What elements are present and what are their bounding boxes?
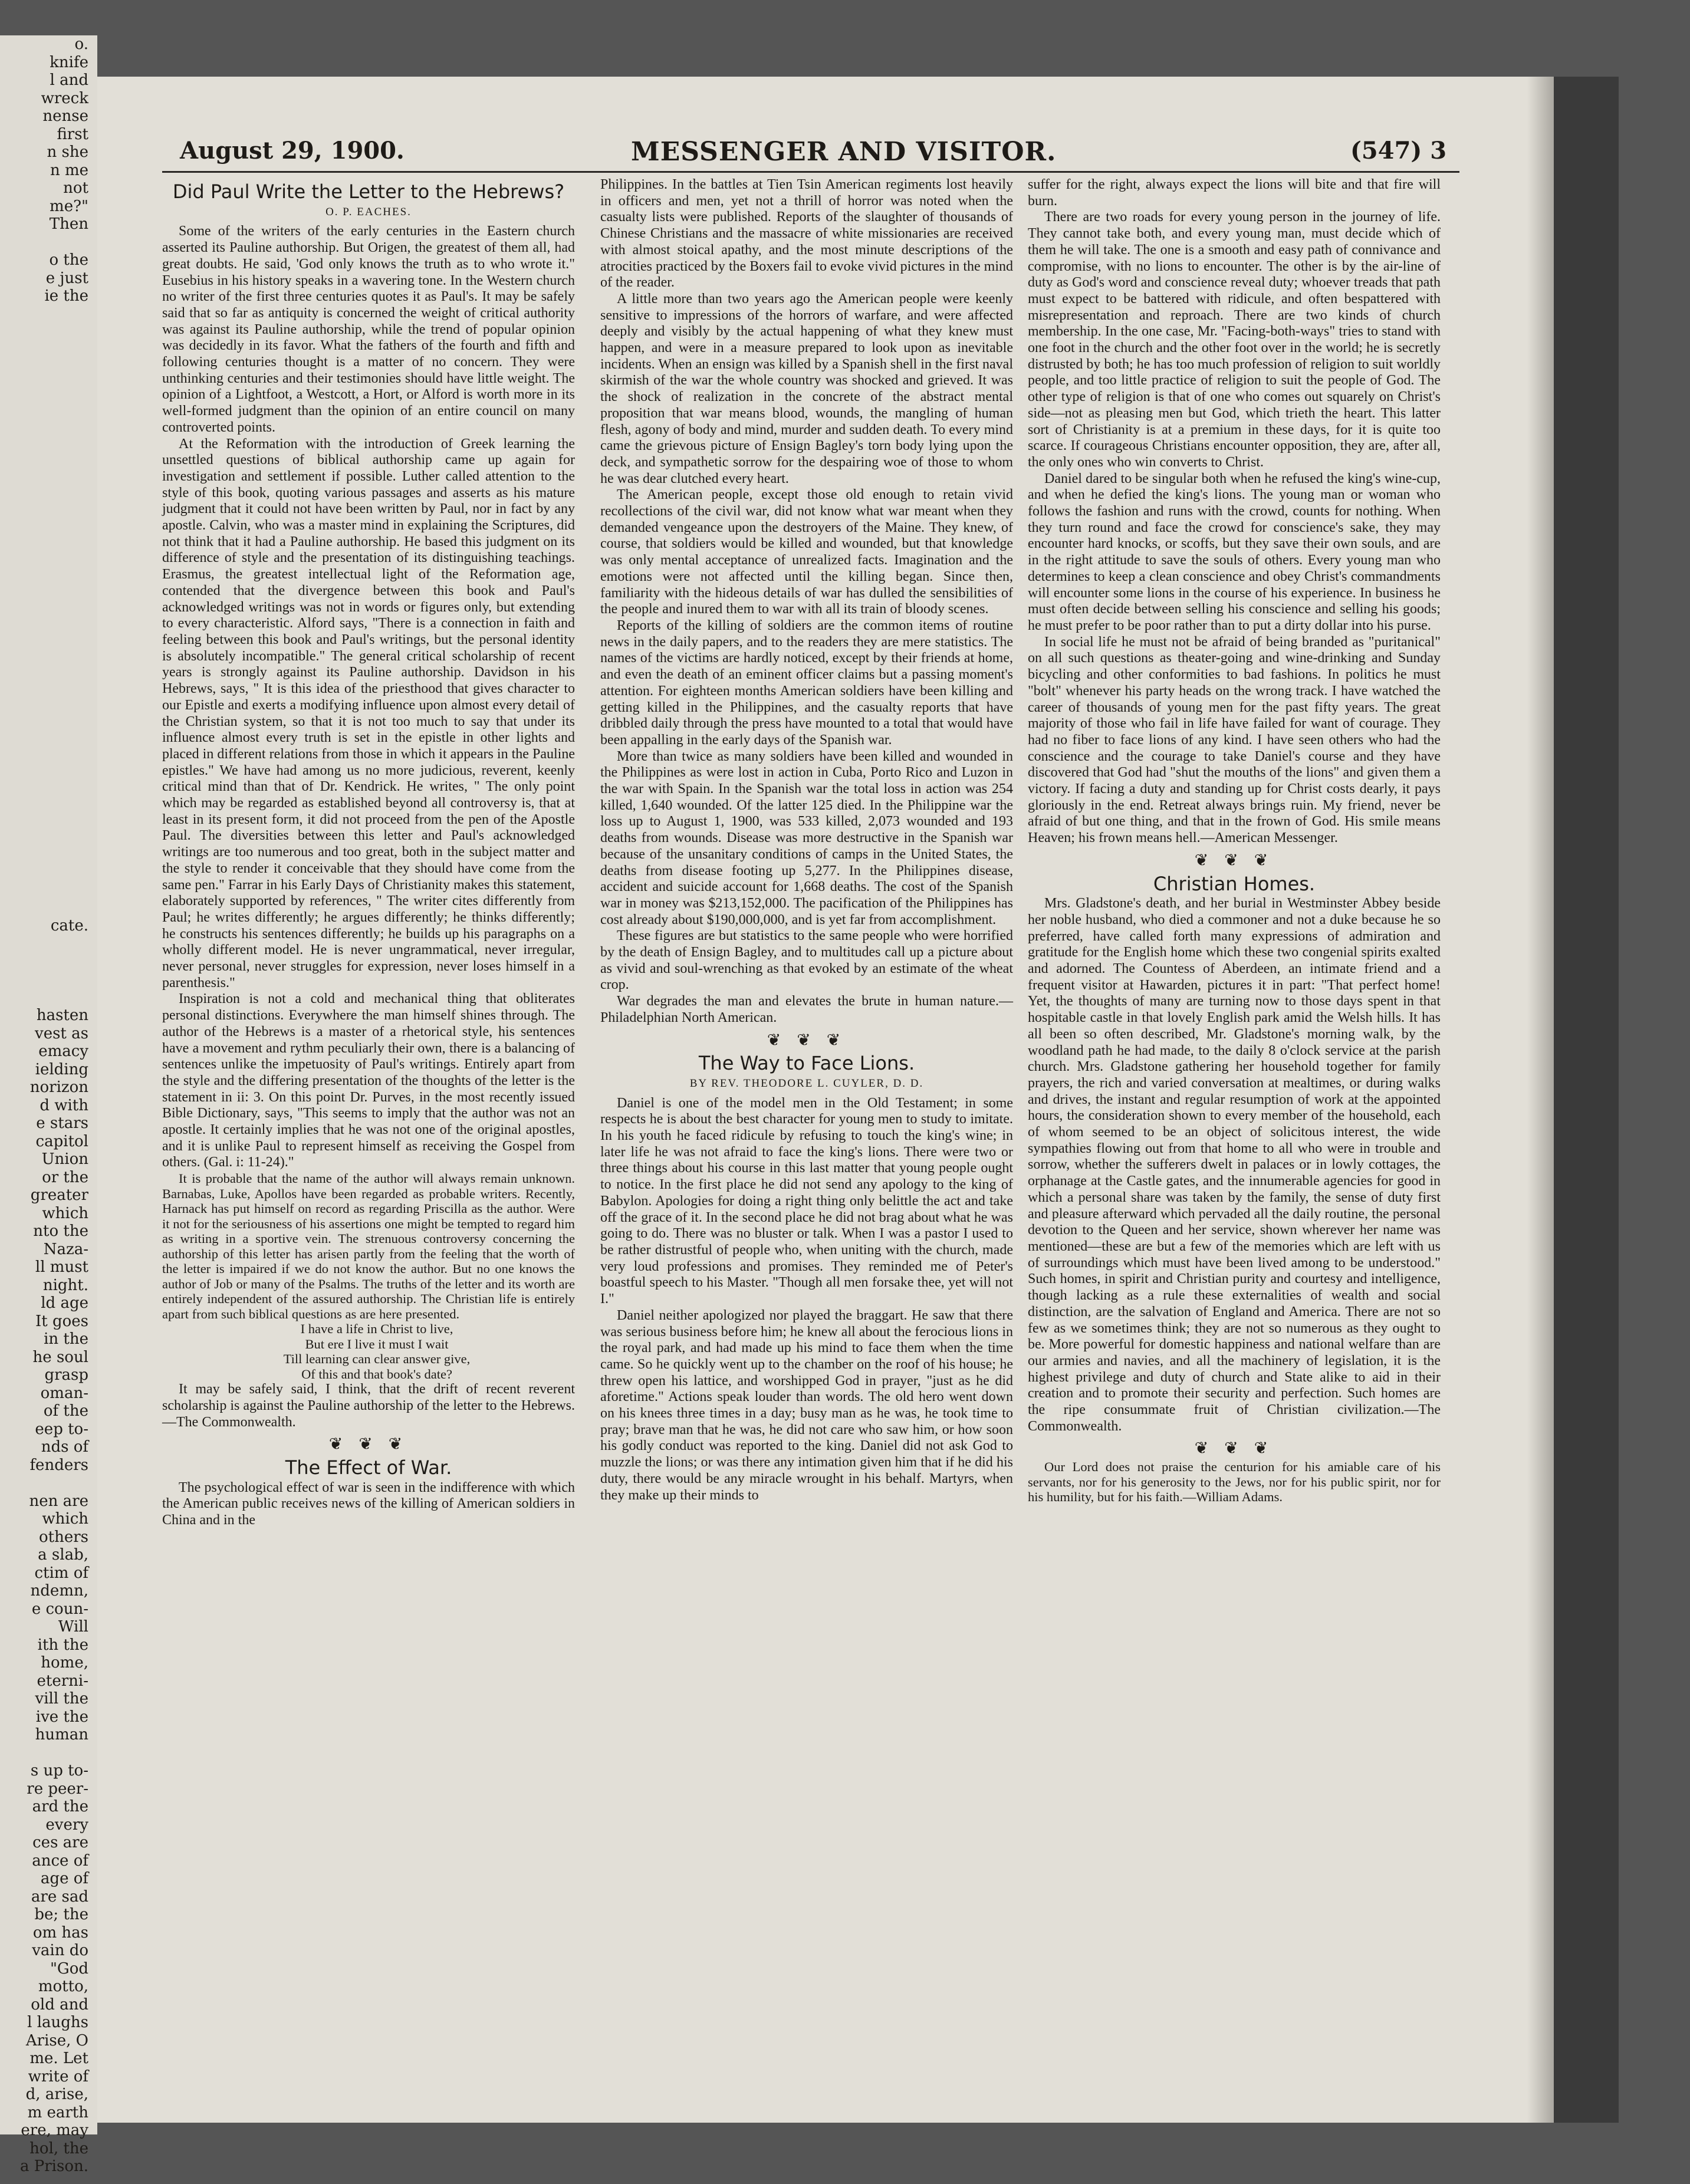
- masthead: MESSENGER AND VISITOR.: [631, 137, 1057, 167]
- facing-page-text-fragment: motto,: [38, 1978, 88, 1995]
- facing-page-text-fragment: ere, may: [21, 2121, 88, 2139]
- facing-page-text-fragment: [0, 593, 88, 611]
- facing-page-text-fragment: ll must: [35, 1258, 88, 1276]
- facing-page-text-fragment: [0, 935, 88, 953]
- facing-page-text-fragment: me?": [50, 197, 88, 215]
- article-title-effect-of-war: The Effect of War.: [285, 1456, 452, 1479]
- paragraph: More than twice as many soldiers have been killed and wounded in the Philippines as were lost in action in Cuba, Porto Rico and Luzon in the war with Spain. In the Spanish war the total loss in action was 254 killed, 1,640 wounded. Of the latter 125 died. In the Philippine war the loss up to August 1, 1900, was 533 killed, 2,073 wounded and 193 deaths from wounds. Disease was more destructive in the Spanish war because of the unsanitary conditions of camps in the United States, the deaths from disease footing up 5,277. In the Philippines disease, accident and suicide account for 1,668 deaths. The cost of the Spanish war in money was $213,152,000. The pacification of the Philippines has cost already about $190,000,000, and is yet far from accomplishment.: [600, 748, 1013, 927]
- facing-page-text-fragment: ith the: [37, 1636, 88, 1654]
- facing-page-text-fragment: age of: [40, 1870, 88, 1887]
- facing-page-text-fragment: [0, 377, 88, 396]
- facing-page-text-fragment: e coun-: [31, 1600, 88, 1618]
- facing-page-text-fragment: in the: [44, 1330, 88, 1348]
- verse-line: I have a life in Christ to live,: [300, 1321, 453, 1337]
- facing-page-text-fragment: knife: [50, 53, 88, 71]
- facing-page-text-fragment: [0, 305, 88, 324]
- verse-line: But ere I live it must I wait: [305, 1336, 449, 1351]
- facing-page-text-fragment: fenders: [29, 1456, 88, 1474]
- paragraph: Some of the writers of the early centuries in the Eastern church asserted its Pauline authorship. But Origen, the greatest of them all, had great doubts. He said, 'God only knows the truth as to who wrote it." Eusebius in his history speaks in a wavering tone. In the Western church no writer of the first three centuries quotes it as Paul's. It may be safely said that so far as antiquity is concerned the weight of critical authority was against its Pauline authorship, while the trend of popular opinion was decidedly in its favor. What the fathers of the fourth and fifth and following centuries thought is a matter of no concern. They were unthinking centuries and their testimonies should have little weight. The opinion of a Lightfoot, a Westcott, a Hort, or Alford is worth more in its well-formed judgment than the opinion of an entire council on many controverted points.: [162, 223, 575, 435]
- facing-page-text-fragment: o the: [49, 251, 88, 269]
- column-2: [600, 177, 1013, 1504]
- facing-page-text-fragment: hasten: [36, 1007, 88, 1024]
- facing-page-text-fragment: [0, 521, 88, 540]
- paragraph: At the Reformation with the introduction of Greek learning the unsettled questions of biblical authorship came up again for investigation and settlement if possible. Luther called attention to the style of this book, quoting various passages and asserts as his mature judgment that it could not have been written by Paul, nor in fact by any apostle. Calvin, who was a master mind in explaining the Scriptures, did not think that it had a Pauline authorship. He based this judgment on its difference of style and the presentation of its distinguishing teachings. Erasmus, the greatest intellectual light of the Reformation age, contended that the divergence between this book and Paul's acknowledged writings was not in words or figures only, but extending to every characteristic. Alford says, "There is a connection in faith and feeling between this book and Paul's writings, but the personal identity is absolutely incompatible." The general critical scholarship of recent years is strongly against its Pauline authorship. Davidson in his Hebrews, says, " It is this idea of the priesthood that gives character to our Epistle and exerts a modifying influence upon almost every detail of the Christian system, so that it is not too much to say that under its influence almost every truth is set in the epistle in other lights and placed in different relations from those in which it appears in the Pauline epistles." We have had among us no more judicious, reverent, keenly critical mind than that of Dr. Kendrick. He writes, " The only point which may be regarded as established beyond all controversy is, that at least in its present form, it did not proceed from the pen of the Apostle Paul. The diversities between this letter and Paul's acknowledged writings are too numerous and too great, both in the subject matter and the style to render it conceivable that they should have come from the same pen." Farrar in his Early Days of Christianity makes this statement, elaborately supported by references, " The writer cites differently from Paul; he writes differently; he argues differently; he thinks differently; he constructs his sentences differently; he builds up his paragraphs on a wholly different model. He is never ungrammatical, never irregular, never personal, never struggles for expression, never loses himself in a parenthesis.": [162, 436, 575, 991]
- facing-page-text-fragment: ndemn,: [30, 1582, 88, 1600]
- paragraph: Philippines. In the battles at Tien Tsin American regiments lost heavily in officers and men, yet not a thrill of horror was noted when the casualty lists were published. Reports of the slaughter of thousands of Chinese Christians and the massacre of white missionaries are received with almost stoical apathy, and the most minute descriptions of the atrocities practiced by the Boxers fail to evoke vivid pictures in the mind of the reader.: [600, 177, 1013, 291]
- paragraph: A little more than two years ago the American people were keenly sensitive to impressions of the horrors of warfare, and were affected deeply and visibly by the actual happening of what they knew must happen, and were in a measure prepared to look upon as inevitable incidents. When an ensign was killed by a Spanish shell in the first naval skirmish of the war the whole country was shocked and grieved. It was the shock of realization in the concrete of the abstract mental proposition that war means blood, wounds, the mangling of human flesh, agony of body and mind, murder and sudden death. To every mind came the grievous picture of Ensign Bagley's torn body lying upon the deck, and sympathetic sorrow for the despairing woe of those to whom he was dear clutched every heart.: [600, 291, 1013, 486]
- paragraph: In social life he must not be afraid of being branded as "puritanical" on all such questions as theater-going and wine-drinking and Sunday bicycling and other conformities to bad fashions. In politics he must "bolt" whenever his party heads on the wrong track. I have watched the career of thousands of young men for the past fifty years. The great majority of those who fail in life have failed for want of courage. They had no fiber to face lions of any kind. I have seen others who had the conscience and the courage to take Daniel's course and they have discovered that God had "shut the mouths of the lions" and given them a victory. If facing a duty and standing up for Christ costs dearly, it pays gloriously in the end. Retreat always brings ruin. My friend, never be afraid of but one thing, and that in the frown of God. His smile means Heaven; his frown means hell.—American Messenger.: [1028, 634, 1441, 846]
- facing-page-text-fragment: [0, 1474, 88, 1492]
- section-ornament: ❦ ❦ ❦: [1194, 851, 1274, 870]
- facing-page-text-fragment: nen are: [29, 1492, 88, 1510]
- facing-page-text-fragment: l and: [50, 71, 88, 89]
- paragraph: Daniel is one of the model men in the Old Testament; in some respects he is about the best character for young men to study to imitate. In his youth he faced ridicule by refusing to touch the king's wine; in later life he was not afraid to face the king's lions. There were two or three things about his course in this last matter that young people ought to notice. In the first place he did not send any apology to the king of Babylon. Apologies for doing a right thing only belittle the act and take off the grace of it. In the second place he did not brag about what he was going to do. There was no bluster or talk. When I was a pastor I used to be rather distrustful of people who, when uniting with the church, made very loud professions and promises. They reminded me of Peter's boastful speech to his Master. "Though all men forsake thee, yet will not I.": [600, 1095, 1013, 1307]
- facing-page-text-fragment: vest as: [35, 1024, 88, 1042]
- facing-page-text-fragment: hol, the: [29, 2139, 88, 2157]
- facing-page-text-fragment: which: [42, 1204, 88, 1222]
- facing-page-text-fragment: [0, 701, 88, 719]
- facing-page-text-fragment: which: [42, 1510, 88, 1528]
- facing-page-text-fragment: [0, 971, 88, 989]
- facing-page-text-fragment: [0, 233, 88, 252]
- facing-page-text-fragment: [0, 467, 88, 485]
- page-number: (547) 3: [1350, 137, 1447, 165]
- facing-page-text-fragment: Will: [58, 1618, 88, 1636]
- facing-page-text-fragment: [0, 611, 88, 629]
- facing-page-text-fragment: first: [57, 125, 88, 143]
- facing-page-text-fragment: or the: [42, 1168, 88, 1186]
- article-byline: O. P. EACHES.: [325, 205, 412, 218]
- facing-page-text-fragment: home,: [41, 1654, 88, 1672]
- paragraph: The psychological effect of war is seen in the indifference with which the American public receives news of the killing of American soldiers in China and in the: [162, 1479, 575, 1528]
- facing-page-text-fragment: s up to-: [30, 1762, 88, 1780]
- section-ornament: ❦ ❦ ❦: [1194, 1439, 1274, 1458]
- facing-page-text-fragment: [0, 791, 88, 809]
- facing-page-text-fragment: nense: [42, 107, 88, 125]
- paragraph: suffer for the right, always expect the lions will bite and that fire will burn.: [1028, 177, 1441, 209]
- facing-page-text-fragment: [0, 395, 88, 413]
- facing-page-text-fragment: om has: [32, 1923, 88, 1942]
- facing-page-text-fragment: [0, 341, 88, 360]
- facing-page-text-fragment: [0, 629, 88, 647]
- facing-page-text-fragment: [0, 575, 88, 593]
- facing-page-text-fragment: [0, 683, 88, 701]
- article-title-hebrews: Did Paul Write the Letter to the Hebrews?: [172, 180, 565, 203]
- facing-page-text-fragment: [0, 989, 88, 1007]
- facing-page-text-fragment: nto the: [33, 1222, 88, 1240]
- facing-page-text-fragment: [0, 485, 88, 504]
- facing-page-text-fragment: of the: [43, 1402, 88, 1420]
- facing-page-text-fragment: nds of: [41, 1438, 88, 1456]
- facing-page-text-fragment: [0, 539, 88, 557]
- article-byline: BY REV. THEODORE L. CUYLER, D. D.: [689, 1077, 924, 1090]
- facing-page-text-fragment: [0, 503, 88, 521]
- facing-page-text-fragment: [0, 827, 88, 845]
- facing-page-fragment: [0, 35, 97, 2175]
- facing-page-text-fragment: Then: [49, 215, 88, 233]
- facing-page-text-fragment: [0, 899, 88, 917]
- facing-page-text-fragment: ces are: [32, 1834, 88, 1851]
- facing-page-text-fragment: l laughs: [27, 2014, 88, 2031]
- facing-page-text-fragment: vain do: [32, 1942, 88, 1959]
- facing-page-text-fragment: [0, 557, 88, 575]
- article-title-lions: The Way to Face Lions.: [698, 1052, 915, 1075]
- facing-page-text-fragment: norizon: [29, 1078, 88, 1096]
- facing-page-text-fragment: n she: [47, 143, 88, 161]
- header-rule: [162, 171, 1459, 173]
- paragraph: War degrades the man and elevates the brute in human nature.—Philadelphian North American.: [600, 994, 1013, 1025]
- facing-page-text-fragment: grasp: [44, 1366, 88, 1384]
- facing-page-text-fragment: n me: [50, 161, 88, 179]
- paragraph: Our Lord does not praise the centurion for his amiable care of his servants, nor for his generosity to the Jews, nor for his public spirit, nor for his humility, but for his faith.—William Adams.: [1028, 1459, 1441, 1505]
- facing-page-text-fragment: night.: [42, 1276, 88, 1294]
- paragraph: Reports of the killing of soldiers are the common items of routine news in the daily papers, and to the readers they are mere statistics. The names of the victims are hardly noticed, except by their friends at home, and even the death of an eminent officer claims but a passing moment's attention. For eighteen months American soldiers have been killing and getting killed in the Philippines, and the casualty reports that have dribbled daily through the press have mounted to a total that would have been appalling in the early days of the Spanish war.: [600, 617, 1013, 748]
- section-ornament: ❦ ❦ ❦: [328, 1435, 409, 1454]
- facing-page-text-fragment: [0, 1744, 88, 1762]
- section-ornament: ❦ ❦ ❦: [767, 1031, 847, 1050]
- facing-page-text-fragment: me. Let: [29, 2050, 88, 2067]
- verse-line: Of this and that book's date?: [301, 1366, 452, 1382]
- facing-page-text-fragment: [0, 413, 88, 432]
- facing-page-text-fragment: oman-: [40, 1384, 88, 1402]
- facing-page-text-fragment: re peer-: [27, 1780, 88, 1798]
- facing-page-text-fragment: a Prison.: [19, 2157, 88, 2175]
- facing-page-text-fragment: Naza-: [43, 1240, 88, 1258]
- facing-page-text-fragment: be; the: [34, 1906, 88, 1923]
- facing-page-text-fragment: [0, 323, 88, 341]
- facing-page-text-fragment: d, arise,: [25, 2086, 88, 2103]
- facing-page-text-fragment: ld age: [41, 1294, 88, 1312]
- facing-page-text-fragment: ard the: [32, 1798, 88, 1815]
- facing-page-text-fragment: [0, 719, 88, 737]
- page-edge-shadow: [1527, 77, 1554, 2123]
- facing-page-text-fragment: [0, 449, 88, 468]
- facing-page-text-fragment: human: [35, 1726, 88, 1744]
- facing-page-text-fragment: vill the: [35, 1690, 88, 1708]
- facing-page-text-fragment: [0, 431, 88, 449]
- facing-page-text-fragment: e just: [45, 269, 88, 287]
- facing-page-text-fragment: d with: [40, 1096, 88, 1114]
- binding-edge: [1554, 77, 1619, 2123]
- facing-page-text-fragment: ie the: [44, 287, 88, 305]
- facing-page-text-fragment: others: [38, 1528, 88, 1546]
- facing-page-text-fragment: eep to-: [35, 1420, 88, 1438]
- facing-page-text-fragment: he soul: [32, 1348, 88, 1366]
- paragraph: It is probable that the name of the author will always remain unknown. Barnabas, Luke, Apollos have been regarded as probable writers. Recently, Harnack has put himself on record as regarding Priscilla as the author. Were it not for the seriousness of his assertions one might be tempted to regard him as writing in a sportive vein. The strenuous controversy concerning the authorship of this letter has arisen partly from the feeling that the worth of the letter is impaired if we do not know the author. But no one knows the author of Job or many of the Psalms. The truths of the letter and its worth are entirely independent of the assured authorship. The Christian life is entirely apart from such biblical questions as are here presented.: [162, 1171, 575, 1321]
- facing-page-text-fragment: "God: [50, 1959, 88, 1978]
- facing-page-text-fragment: ctim of: [34, 1564, 88, 1582]
- paragraph: Inspiration is not a cold and mechanical thing that obliterates personal distinctions. Everywhere the man himself shines through. The author of the Hebrews is a master of a rhetorical style, his sentences have a movement and rythm peculiarly their own, there is a balancing of sentences unlike the impetuosity of Paul's writings. Entirely apart from the style and the differing presentation of the thoughts of the letter is the statement in ii: 3. On this point Dr. Purves, in the most recently issued Bible Dictionary, says, "This seems to imply that the author was not an apostle. It certainly implies that he was not one of the original apostles, and it is unlike Paul to represent himself as receiving the Gospel from others. (Gal. i: 11-24).": [162, 991, 575, 1170]
- facing-page-text-fragment: [0, 359, 88, 377]
- column-1: [162, 177, 575, 1529]
- paragraph: It may be safely said, I think, that the drift of recent reverent scholarship is against the Pauline authorship of the letter to the Hebrews.—The Commonwealth.: [162, 1382, 575, 1430]
- paragraph: There are two roads for every young person in the journey of life. They cannot take both, and every young man, must decide which of them he will take. The one is a smooth and easy path of connivance and compromise, with no lions to encounter. The other is by the air-line of duty as God's word and conscience reveal duty; whoever treads that path must expect to be battered with ridicule, and often bespattered with misrepresentation and reproach. There are two kinds of church membership. In the one case, Mr. "Facing-both-ways" tries to stand with one foot in the church and the other foot over in the world; he is secretly distrusted by both; he has too much profession of religion to suit worldly people, and too little practice of religion to suit the people of God. The other type of religion is that of one who comes out squarely on Christ's side—not as pleasing men but God, which trieth the heart. This latter sort of Christianity is at a premium in these days, for it is quite too scarce. If courageous Christians encounter opposition, they are, after all, the only ones who win converts to Christ.: [1028, 209, 1441, 470]
- facing-page-text-fragment: [0, 773, 88, 791]
- facing-page-text-fragment: [0, 647, 88, 665]
- facing-page-text-fragment: [0, 737, 88, 755]
- article-title-christian-homes: Christian Homes.: [1153, 872, 1316, 895]
- paragraph: These figures are but statistics to the same people who were horrified by the death of Ensign Bagley, and to multitudes call up a picture about as vivid and soul-wrenching as that evoked by an estimate of the wheat crop.: [600, 928, 1013, 993]
- facing-page-text-fragment: [0, 755, 88, 773]
- facing-page-text-fragment: o.: [74, 35, 88, 53]
- paragraph: Daniel neither apologized nor played the braggart. He saw that there was serious business before him; he knew all about the ferocious lions in the royal park, and had made up his mind to face them when the time came. So he quickly went up to the chamber on the roof of his house; he threw open his lattice, and worshipped God in prayer, "just as he did aforetime." Actions speak louder than words. The old hero went down on his knees three times in a day; busy man as he was, he took time to pray; brave man that he was, he did not care who saw him, or how soon his godly conduct was reported to the king. Daniel did not ask God to muzzle the lions; or was there any intimation given him that if he did his duty, there would be any miracle wrought in his behalf. Martyrs, when they make up their minds to: [600, 1307, 1013, 1503]
- facing-page-text-fragment: greater: [30, 1186, 88, 1204]
- paragraph: Daniel dared to be singular both when he refused the king's wine-cup, and when he defied the king's lions. The young man or woman who follows the fashion and runs with the crowd, counts for nothing. When they turn round and face the crowd for conscience's sake, they may encounter hard knocks, or scoffs, but they save their own souls, and are in the right attitude to save the souls of others. Every young man who determines to keep a clean conscience and obey Christ's commandments will encounter some lions in the course of his experience. In business he must often decide between selling his conscience and selling his goods; he must prefer to be poor rather than to put a dirty dollar into his purse.: [1028, 471, 1441, 633]
- facing-page-text-fragment: [0, 881, 88, 899]
- facing-page-text-fragment: [0, 845, 88, 863]
- facing-page-text-fragment: [0, 953, 88, 971]
- facing-page-text-fragment: eterni-: [37, 1672, 88, 1690]
- facing-page-text-fragment: It goes: [35, 1312, 88, 1330]
- facing-page-text-fragment: wreck: [41, 89, 88, 107]
- facing-page-text-fragment: [0, 809, 88, 827]
- facing-page-text-fragment: Union: [41, 1150, 88, 1168]
- issue-date: August 29, 1900.: [180, 137, 405, 165]
- facing-page-text-fragment: are sad: [31, 1887, 88, 1906]
- facing-page-text-fragment: not: [63, 179, 88, 197]
- facing-page-text-fragment: capitol: [35, 1132, 88, 1150]
- verse-line: Till learning can clear answer give,: [283, 1351, 471, 1367]
- facing-page-text-fragment: ance of: [32, 1851, 88, 1870]
- facing-page-text-fragment: every: [45, 1815, 88, 1834]
- facing-page-text-fragment: [0, 665, 88, 683]
- column-3: [1028, 177, 1441, 1505]
- paragraph: The American people, except those old enough to retain vivid recollections of the civil war, did not know what war meant when they demanded vengeance upon the destroyers of the Maine. They knew, of course, that soldiers would be killed and wounded, but that knowledge was only mental acceptance of unrealized facts. Imagination and the emotions were not affected until the killing began. Since then, familiarity with the hideous details of war has dulled the sensibilities of the people and inured them to war with all its train of bloody scenes.: [600, 487, 1013, 617]
- facing-page-text-fragment: ielding: [35, 1060, 88, 1078]
- facing-page-text-fragment: write of: [28, 2067, 88, 2086]
- facing-page-text-fragment: a slab,: [38, 1546, 88, 1564]
- facing-page-text-fragment: m earth: [27, 2103, 88, 2121]
- facing-page-text-fragment: cate.: [50, 916, 88, 935]
- paragraph: Mrs. Gladstone's death, and her burial in Westminster Abbey beside her noble husband, who died a commoner and not a duke because he so preferred, have called forth many expressions of admiration and gratitude for the English home which these two congenial spirits exalted and adorned. The Countess of Aberdeen, an intimate friend and a frequent visitor at Hawarden, pictures it in part: "That perfect home! Yet, the thoughts of many are turning now to those days spent in that hospitable castle in that lovely English park amid the Welsh hills. It has all been so often described, Mr. Gladstone's morning walk, by the woodland path he had made, to the daily 8 o'clock service at the parish church. Mrs. Gladstone gathering her household together for family prayers, the rich and varied conversation at mealtimes, or during walks and drives, the instant and regular resumption of work at the appointed hours, the consideration shown to every member of the household, each of whom seemed to be an object of solicitous interest, the wide sympathies flowing out from that home to all who were in trouble and sorrow, whether the sufferers dwelt in palaces or in lowly cottages, the orphanage at the Castle gates, and the innumerable agencies for good in which a personal share was taken by the family, the sense of duty first and pleasure afterward which pervaded all the daily routine, the personal devotion to the Queen and her service, shown wherever her name was mentioned—these are but a few of the memories which are left with us of surroundings which must have been lived among to be understood." Such homes, in spirit and Christian purity and courtesy and intelligence, though lacking as a rule these externalities of wealth and social distinction, are the salvation of England and America. There are not so few as we sometimes think; they are not so numerous as they ought to be. More powerful for domestic happiness and national welfare than are our armies and navies, and all the machinery of legislation, it is the highest privilege and duty of church and State alike to aid in their creation and to promote their security and perfection. Such homes are the ripe consummate fruit of Christian civilization.—The Commonwealth.: [1028, 896, 1441, 1434]
- facing-page-text-fragment: e stars: [36, 1114, 88, 1132]
- facing-page-text-fragment: emacy: [38, 1042, 88, 1060]
- facing-page-text-fragment: Arise, O: [25, 2031, 88, 2050]
- facing-page-text-fragment: old and: [31, 1995, 88, 2014]
- facing-page-text-fragment: ive the: [35, 1708, 88, 1726]
- facing-page-text-fragment: [0, 863, 88, 881]
